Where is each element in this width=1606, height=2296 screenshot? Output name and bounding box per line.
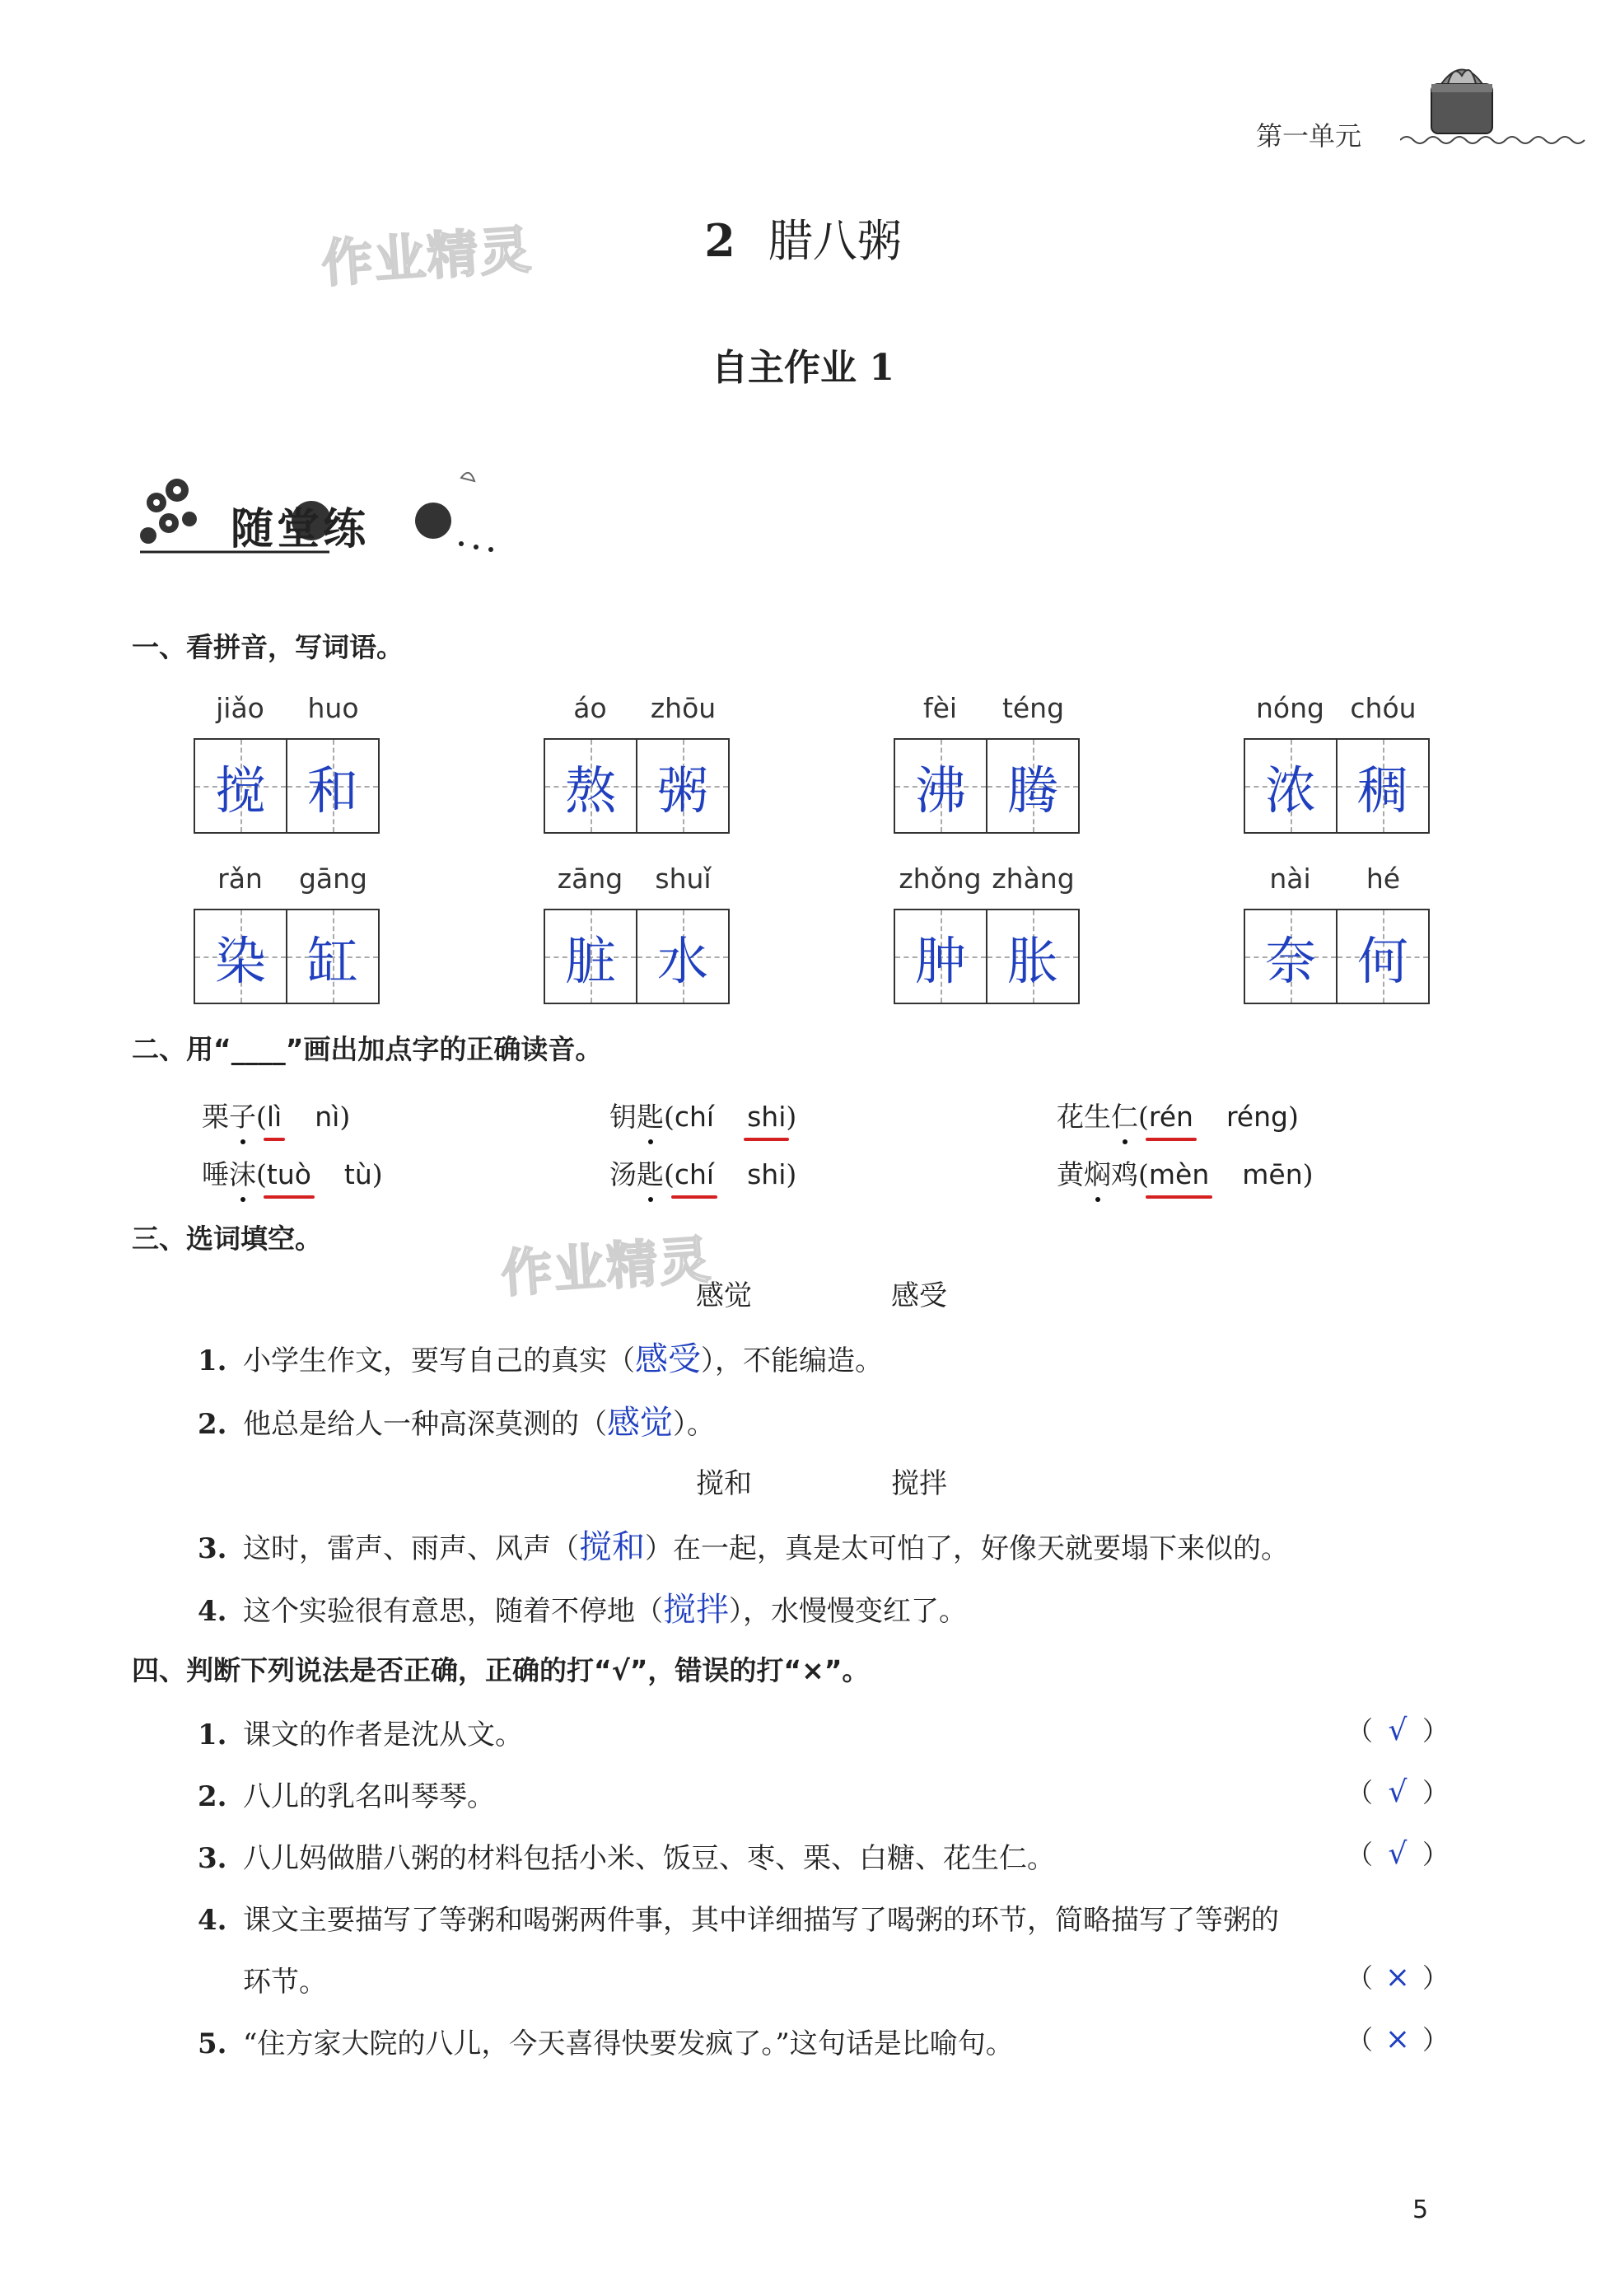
pronunciation-item: 汤匙(chí shi) xyxy=(609,1153,796,1192)
word-item xyxy=(894,692,1080,834)
pinyin: zāng xyxy=(557,863,623,895)
judge-item: 1. 课文的作者是沈从文。 xyxy=(198,1718,523,1751)
lesson-title xyxy=(0,206,1606,269)
pinyin: nài xyxy=(1269,863,1311,895)
pronunciation-item: 花生仁(rén réng) xyxy=(1057,1096,1299,1134)
reading-option: réng xyxy=(1226,1101,1288,1133)
char-cell: 奈 xyxy=(1245,910,1336,1003)
char-cell: 搅 xyxy=(195,740,286,832)
pinyin-row xyxy=(194,692,380,732)
pinyin: hé xyxy=(1366,863,1401,895)
answer-mark: √ xyxy=(1388,1714,1408,1747)
reading-option: nì xyxy=(315,1101,340,1133)
lesson-number: 2 xyxy=(704,214,735,267)
tianzige-box xyxy=(544,738,730,834)
char-cell: 水 xyxy=(636,910,728,1003)
judge-item: 5. “住方家大院的八儿，今天喜得快要发疯了。”这句话是比喻句。 xyxy=(198,2027,1014,2060)
underlined-reading: chí xyxy=(674,1158,715,1190)
answer-bracket: （ √ ） xyxy=(1347,1714,1450,1747)
underlined-reading: rén xyxy=(1148,1101,1193,1133)
reading-option: tù xyxy=(343,1158,372,1190)
pinyin-row xyxy=(544,863,730,902)
answer-bracket: （ × ） xyxy=(1347,2022,1450,2056)
question-4-title: 四、判断下列说法是否正确，正确的打“√”，错误的打“×”。 xyxy=(132,1654,870,1686)
handwritten-answer: 搅和 xyxy=(579,1528,645,1566)
char-cell: 缸 xyxy=(286,910,378,1003)
dotted-char: 仁 xyxy=(1111,1096,1138,1134)
pinyin: fèi xyxy=(922,692,958,724)
pinyin-row xyxy=(1244,863,1430,902)
fill-sentence-3: 3. 这时，雷声、雨声、风声（搅和）在一起，真是太可怕了，好像天就要塌下来似的。 xyxy=(198,1528,1289,1566)
char-cell: 稠 xyxy=(1336,740,1428,832)
pinyin: shuǐ xyxy=(655,863,712,895)
pinyin-row xyxy=(544,692,730,732)
pinyin: huo xyxy=(307,692,359,724)
word-option: 感受 xyxy=(891,1279,947,1312)
pinyin-row xyxy=(1244,692,1430,732)
tianzige-box xyxy=(194,909,380,1004)
watermark: 作业精灵 xyxy=(320,219,535,294)
char-cell: 何 xyxy=(1336,910,1428,1003)
flower-pot-icon xyxy=(1417,51,1507,142)
pronunciation-item: 黄焖鸡(mèn mēn) xyxy=(1057,1153,1314,1192)
judge-item: 2. 八儿的乳名叫琴琴。 xyxy=(198,1780,495,1813)
word-item xyxy=(194,692,380,834)
fill-sentence-1: 1. 小学生作文，要写自己的真实（感受），不能编造。 xyxy=(198,1340,883,1378)
judge-item-continued: 环节。 xyxy=(243,1966,327,1999)
answer-mark: × xyxy=(1384,1961,1411,1994)
char-cell: 浓 xyxy=(1245,740,1336,832)
banner-title: 随堂练 xyxy=(231,504,370,554)
reading-option: shi xyxy=(747,1158,787,1190)
wave-divider xyxy=(1400,132,1590,148)
reading-option: chí xyxy=(674,1101,715,1133)
word-item xyxy=(894,863,1080,1004)
char-cell: 肿 xyxy=(895,910,986,1003)
lesson-name: 腊八粥 xyxy=(768,215,902,267)
underlined-reading: shi xyxy=(747,1101,787,1133)
word-item xyxy=(544,692,730,834)
question-1-title: 一、看拼音，写词语。 xyxy=(132,631,404,663)
pinyin-row xyxy=(894,863,1080,902)
word-option: 感觉 xyxy=(696,1279,752,1312)
judge-item: 4. 课文主要描写了等粥和喝粥两件事，其中详细描写了喝粥的环节，简略描写了等粥的 xyxy=(198,1904,1279,1937)
pinyin: gāng xyxy=(298,863,368,895)
tianzige-box xyxy=(1244,909,1430,1004)
pinyin: téng xyxy=(1001,692,1065,724)
handwritten-answer: 感受 xyxy=(635,1340,701,1378)
tianzige-box xyxy=(894,738,1080,834)
word-item xyxy=(1244,863,1430,1004)
unit-label: 第一单元 xyxy=(1256,120,1362,152)
pinyin-row xyxy=(894,692,1080,732)
answer-mark: √ xyxy=(1388,1775,1408,1809)
underlined-reading: tuò xyxy=(266,1158,311,1190)
char-cell: 胀 xyxy=(986,910,1078,1003)
question-2-title: 二、用“____”画出加点字的正确读音。 xyxy=(132,1033,603,1065)
fill-sentence-2: 2. 他总是给人一种高深莫测的（感觉）。 xyxy=(198,1404,715,1442)
pinyin: chóu xyxy=(1350,692,1417,724)
char-cell: 熬 xyxy=(545,740,636,832)
char-cell: 沸 xyxy=(895,740,986,832)
judge-item: 3. 八儿妈做腊八粥的材料包括小米、饭豆、枣、栗、白糖、花生仁。 xyxy=(198,1842,1055,1875)
handwritten-answer: 感觉 xyxy=(607,1404,673,1442)
pinyin: nóng xyxy=(1256,692,1324,724)
pinyin: zhǒng xyxy=(899,863,982,895)
pinyin: zhàng xyxy=(992,863,1075,895)
pronunciation-item: 栗子(lì nì) xyxy=(202,1096,350,1134)
word-item xyxy=(544,863,730,1004)
tianzige-box xyxy=(1244,738,1430,834)
reading-option: mēn xyxy=(1242,1158,1303,1190)
char-cell: 脏 xyxy=(545,910,636,1003)
underlined-reading: lì xyxy=(266,1101,282,1133)
answer-bracket: （ × ） xyxy=(1347,1961,1450,1994)
pinyin: jiǎo xyxy=(216,692,264,724)
dotted-char: 焖 xyxy=(1084,1153,1111,1192)
word-item xyxy=(1244,692,1430,834)
page-number: 5 xyxy=(1412,2195,1429,2224)
pinyin: áo xyxy=(573,692,607,724)
section-subtitle: 自主作业 1 xyxy=(712,347,894,389)
char-cell: 染 xyxy=(195,910,286,1003)
pinyin: rǎn xyxy=(217,863,263,895)
watermark: 作业精灵 xyxy=(499,1229,714,1304)
tianzige-box xyxy=(194,738,380,834)
char-cell: 腾 xyxy=(986,740,1078,832)
word-option: 搅拌 xyxy=(891,1467,947,1500)
pinyin-row xyxy=(194,863,380,902)
char-cell: 粥 xyxy=(636,740,728,832)
answer-mark: × xyxy=(1384,2022,1411,2056)
tianzige-box xyxy=(544,909,730,1004)
answer-mark: √ xyxy=(1388,1837,1408,1871)
dotted-char: 子 xyxy=(229,1096,256,1134)
tianzige-box xyxy=(894,909,1080,1004)
char-cell: 和 xyxy=(286,740,378,832)
underlined-reading: mèn xyxy=(1148,1158,1210,1190)
dotted-char: 匙 xyxy=(637,1153,664,1192)
pronunciation-item: 唾沫(tuò tù) xyxy=(202,1153,383,1192)
answer-bracket: （ √ ） xyxy=(1347,1837,1450,1871)
dotted-char: 沫 xyxy=(229,1153,256,1192)
dotted-char: 匙 xyxy=(637,1096,664,1134)
word-item xyxy=(194,863,380,1004)
answer-bracket: （ √ ） xyxy=(1347,1775,1450,1809)
pronunciation-item: 钥匙(chí shi) xyxy=(609,1096,796,1134)
word-option: 搅和 xyxy=(696,1467,752,1500)
handwritten-answer: 搅拌 xyxy=(663,1591,729,1629)
pinyin: zhōu xyxy=(650,692,717,724)
fill-sentence-4: 4. 这个实验很有意思，随着不停地（搅拌），水慢慢变红了。 xyxy=(198,1591,967,1629)
question-3-title: 三、选词填空。 xyxy=(132,1223,322,1255)
